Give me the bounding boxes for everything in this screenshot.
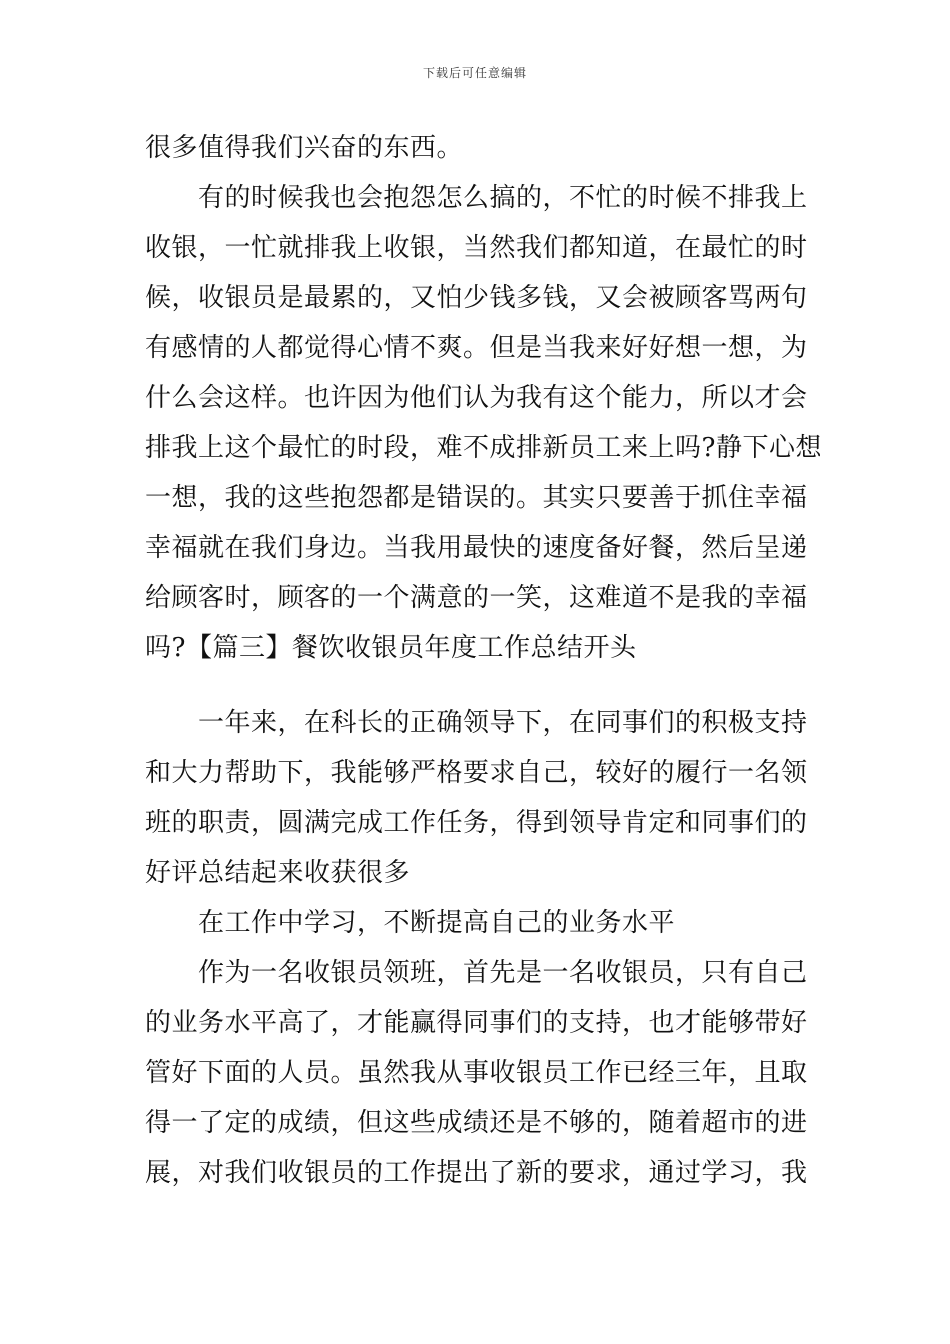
text-line: 有的时候我也会抱怨怎么搞的，不忙的时候不排我上: [145, 183, 808, 213]
subheading-line: 在工作中学习，不断提高自己的业务水平: [145, 908, 676, 938]
text-line: 给顾客时，顾客的一个满意的一笑，这难道不是我的幸福: [145, 583, 808, 613]
text-line: 一年来，在科长的正确领导下，在同事们的积极支持: [145, 708, 808, 738]
text-line: 得一了定的成绩，但这些成绩还是不够的，随着超市的进: [145, 1108, 808, 1138]
text-line: 幸福就在我们身边。当我用最快的速度备好餐，然后呈递: [145, 533, 808, 563]
text-line: 一想，我的这些抱怨都是错误的。其实只要善于抓住幸福: [145, 483, 808, 513]
text-line: 有感情的人都觉得心情不爽。但是当我来好好想一想，为: [145, 333, 808, 363]
text-line: 什么会这样。也许因为他们认为我有这个能力，所以才会: [145, 383, 808, 413]
text-line: 的业务水平高了，才能赢得同事们的支持，也才能够带好: [145, 1008, 808, 1038]
text-line: 班的职责，圆满完成工作任务，得到领导肯定和同事们的: [145, 808, 808, 838]
text-line: 展，对我们收银员的工作提出了新的要求，通过学习，我: [145, 1158, 808, 1188]
section-heading: 吗?【篇三】餐饮收银员年度工作总结开头: [145, 633, 637, 663]
text-line: 作为一名收银员领班，首先是一名收银员，只有自己: [145, 958, 808, 988]
text-line: 候，收银员是最累的，又怕少钱多钱，又会被顾客骂两句: [145, 283, 808, 313]
page-header: 下载后可任意编辑: [422, 66, 527, 80]
text-line: 排我上这个最忙的时段，难不成排新员工来上吗?静下心想: [145, 433, 822, 463]
text-line: 管好下面的人员。虽然我从事收银员工作已经三年，且取: [145, 1058, 808, 1088]
text-line: 很多值得我们兴奋的东西。: [145, 133, 464, 163]
text-line: 收银，一忙就排我上收银，当然我们都知道，在最忙的时: [145, 233, 808, 263]
text-line: 和大力帮助下，我能够严格要求自己，较好的履行一名领: [145, 758, 808, 788]
text-line: 好评总结起来收获很多: [145, 858, 411, 888]
